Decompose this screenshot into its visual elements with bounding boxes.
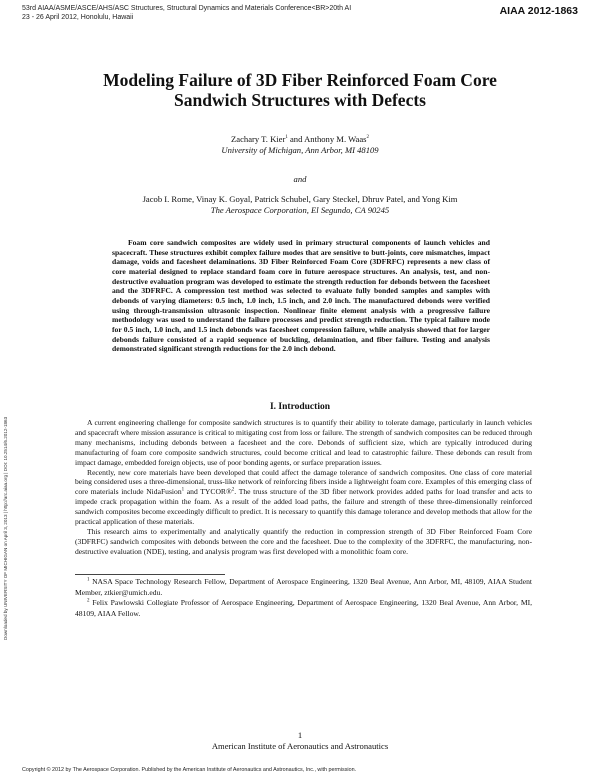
author-joiner: and Anthony M. Waas — [287, 134, 367, 144]
intro-para2-part-a: Recently, new core materials have been developed that could affect the damage tolerance of sandwich composites. One class of core material being considered uses a three-dimensional, truss-like network of reinforcing fibers inside a lightweight foam core. Examples of this emerging class of core materials include NidaFusion — [75, 467, 532, 497]
intro-paragraph-3: This research aims to experimentally and analytically quantify the reduction in compression strength of 3D Fiber Reinforced Foam Core (3DFRFC) sandwich composites with debonds between the core and the facesheet. Due to the complexity of the 3DFRFC, the manufacturing, non-destructive evaluation (NDE), testing, and analysis program was first developed with a monolithic foam core. — [75, 526, 532, 556]
footnote-2-mark: 2 — [87, 598, 90, 604]
footnote-rule — [75, 574, 225, 575]
copyright-notice: Copyright © 2012 by The Aerospace Corporation. Published by the American Institute of Aeronautics and Astronautics, Inc., with permission. — [22, 767, 357, 773]
footnote-mark-2: 2 — [366, 135, 369, 141]
author-block-2 — [60, 194, 540, 215]
paper-id: AIAA 2012-1863 — [499, 5, 578, 17]
conference-header — [22, 4, 452, 22]
footnote-mark-1: 1 — [285, 135, 288, 141]
title-line-1: Modeling Failure of 3D Fiber Reinforced Foam Core — [103, 70, 497, 90]
intro-para2-part-c: . The truss structure of the 3D fiber network provides added paths for load transfer and acts to impede crack propagation within the foam. As a result of the added load paths, the failure and strength of these three-dimensionally reinforced sandwich composites become exceedingly difficult to predict. It is necessary to quantify this damage tolerance and develop methods that allow for the practical application of these materials. — [75, 487, 532, 527]
conference-line-2: 23 - 26 April 2012, Honolulu, Hawaii — [22, 14, 134, 21]
footnote-2-text: Felix Pawlowski Collegiate Professor of Aerospace Engineering, Department of Aerospace Engineering, 1320 Beal Avenue, Ann Arbor, MI, 48109, AIAA Fellow. — [75, 598, 532, 618]
and-separator: and — [293, 174, 307, 184]
ref-mark-2: 2 — [231, 487, 235, 493]
author-kier: Zachary T. Kier — [231, 134, 286, 144]
conference-line-1: 53rd AIAA/ASME/ASCE/AHS/ASC Structures, Structural Dynamics and Materials Conference<BR>20th AI — [22, 5, 352, 12]
affiliation-1: University of Michigan, Ann Arbor, MI 48109 — [221, 144, 379, 155]
intro-paragraph-2 — [75, 468, 532, 527]
intro-para2-part-b: and TYCOR® — [184, 487, 232, 497]
ref-mark-1: 1 — [181, 487, 185, 493]
footnote-2 — [75, 598, 532, 619]
title-line-2: Sandwich Structures with Defects — [174, 90, 426, 110]
affiliation-2: The Aerospace Corporation, El Segundo, CA 90245 — [210, 204, 390, 215]
author-block-1 — [60, 134, 540, 155]
download-watermark: Downloaded by UNIVERSITY OF MICHIGAN on April 3, 2013 | http://arc.aiaa.org | DOI: 10.2514/6.2012-1863 — [3, 416, 8, 640]
author-names-1 — [60, 134, 540, 145]
abstract: Foam core sandwich composites are widely used in primary structural components of launch vehicles and spacecraft. These structures exhibit complex failure modes that are sensitive to butt-joints, core mismatches, impact damage, voids and facesheet delaminations. 3D Fiber Reinforced Foam Core (3DFRFC) represents a new class of core material designed to replace standard foam core in future aerospace structures. An analysis, test, and non-destructive evaluation program was developed to estimate the strength reduction for debonds between the facesheet and the 3DFRFC. A compression test method was selected to evaluate fully bonded samples and samples with debonds of varying diameters: 0.5 inch, 1.0 inch, 1.5 inch, and 2.0 inch. The manufactured debonds were verified using through-transmission ultrasonic inspection. Nonlinear finite element analysis with a progressive failure methodology was used to understand the failure processes and predict strength reduction. The typical failure mode for 0.5 inch, 1.0 inch, and 1.5 inch debonds was facesheet compression failure, while analysis showed that for larger debonds failure consisted of a rapid sequence of buckling, delamination, and fiber failure. Testing and analysis demonstrated significant strength reductions for the 2.0 inch debond. — [112, 238, 490, 354]
introduction-body — [75, 418, 532, 557]
footnote-1 — [75, 577, 532, 598]
author-names-2: Jacob I. Rome, Vinay K. Goyal, Patrick Schubel, Gary Steckel, Dhruv Patel, and Yong Kim — [142, 194, 458, 204]
footer-organization: American Institute of Aeronautics and Astronautics — [211, 741, 389, 751]
section-heading: I. Introduction — [269, 402, 330, 412]
footnote-1-text: NASA Space Technology Research Fellow, Department of Aerospace Engineering, 1320 Beal Avenue, Ann Arbor, MI, 48109, AIAA Student Member, ztkier@umich.edu. — [75, 577, 532, 597]
footnotes — [75, 577, 532, 619]
page-number: 1 — [297, 730, 303, 740]
footnote-1-mark: 1 — [87, 577, 90, 583]
intro-paragraph-1: A current engineering challenge for composite sandwich structures is to quantify their ability to tolerate damage, particularly in launch vehicles and spacecraft where mission assurance is critical to mitigating cost from loss or failure. The strength of sandwich composites can be reduced through many mechanisms, including debonds between a facesheet and the core. Debonds of sufficient size, which are typically introduced during manufacturing of foam core composite sandwich structures, could become critical and lead to catastrophic failure. These debonds can result from impact damage, embedded foreign objects, use of poor bonding agents, or surface preparation issues. — [75, 418, 532, 467]
paper-title — [60, 70, 540, 110]
